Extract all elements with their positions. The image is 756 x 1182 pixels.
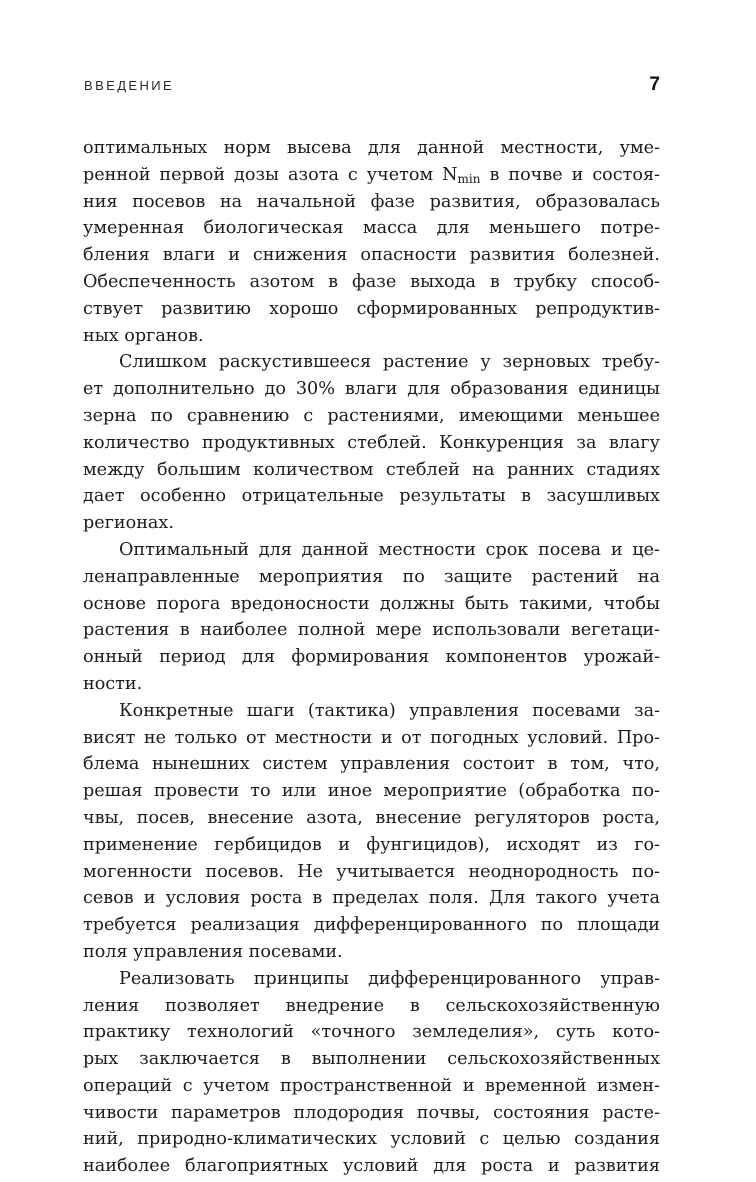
text-line: чивости параметров плодородия почвы, состояния расте- — [83, 1102, 660, 1123]
running-head — [84, 74, 660, 98]
text-line: рых заключается в выполнении сельскохозяйственных — [83, 1049, 660, 1070]
text-line: чвы, посев, внесение азота, внесение регуляторов роста, — [83, 807, 660, 828]
text-line: блема нынешних систем управления состоит в том, что, — [83, 754, 660, 775]
text-line: зерна по сравнению с растениями, имеющими меньшее — [83, 405, 660, 426]
text-line: наиболее благоприятных условий для роста и развития — [83, 1156, 660, 1177]
text-line: ний, природно-климатических условий с целью создания — [83, 1129, 660, 1150]
text-line: ствует развитию хорошо сформированных репродуктив- — [83, 298, 660, 319]
text-line: ния посевов на начальной фазе развития, образовалась — [83, 191, 660, 212]
text-line: оптимальных норм высева для данной местности, уме- — [83, 138, 660, 158]
paragraph — [83, 966, 660, 1180]
text-line: требуется реализация дифференцированного по площади — [83, 915, 660, 936]
paragraph — [83, 537, 660, 698]
text-line: дает особенно отрицательные результаты в засушливых — [83, 486, 660, 507]
text-line: Слишком раскустившееся растение у зерновых требу- — [119, 352, 660, 373]
text-line: севов и условия роста в пределах поля. Для такого учета — [83, 888, 660, 909]
paragraph — [83, 698, 660, 966]
text-line: операций с учетом пространственной и временной измен- — [83, 1075, 660, 1096]
paragraph — [83, 135, 660, 349]
text-line: ет дополнительно до 30% влаги для образования единицы — [83, 379, 660, 400]
text-line: количество продуктивных стеблей. Конкуренция за влагу — [83, 432, 660, 453]
text-line: бления влаги и снижения опасности развития болезней. — [83, 245, 660, 266]
body-text — [83, 135, 660, 1180]
text-line: ных органов. — [83, 325, 204, 346]
text-line: ренной первой дозы азота с учетом $N_{min}$ в почве и состоя- — [83, 164, 660, 186]
paragraph — [83, 349, 660, 537]
text-line: Обеспеченность азотом в фазе выхода в трубку способ- — [83, 271, 660, 292]
text-line: поля управления посевами. — [83, 941, 343, 962]
text-line: растения в наиболее полной мере использовали вегетаци- — [83, 620, 660, 641]
page-number: 7 — [649, 74, 660, 95]
text-line: основе порога вредоносности должны быть такими, чтобы — [83, 593, 660, 614]
text-line: ности. — [83, 673, 143, 694]
text-line: умеренная биологическая масса для меньшего потре- — [83, 218, 660, 239]
text-line: между большим количеством стеблей на ранних стадиях — [83, 459, 660, 480]
text-line: Конкретные шаги (тактика) управления посевами за- — [119, 700, 660, 721]
text-line: могенности посевов. Не учитывается неоднородность по- — [83, 861, 660, 882]
text-line: Оптимальный для данной местности срок посева и це- — [119, 539, 660, 560]
text-line: онный период для формирования компонентов урожай- — [83, 647, 660, 668]
text-line: регионах. — [83, 513, 174, 534]
text-line: применение гербицидов и фунгицидов), исходят из го- — [83, 834, 660, 855]
text-line: практику технологий «точного земледелия», суть кото- — [83, 1022, 660, 1043]
text-line: решая провести то или иное мероприятие (обработка по- — [83, 781, 660, 802]
text-line: висят не только от местности и от погодных условий. Про- — [83, 727, 660, 748]
text-line: ления позволяет внедрение в сельскохозяйственную — [83, 995, 660, 1016]
section-title: ВВЕДЕНИЕ — [84, 78, 175, 93]
text-line: ленаправленные мероприятия по защите растений на — [83, 566, 660, 587]
text-line: Реализовать принципы дифференцированного управ- — [119, 968, 660, 989]
subscript: min — [457, 171, 481, 186]
